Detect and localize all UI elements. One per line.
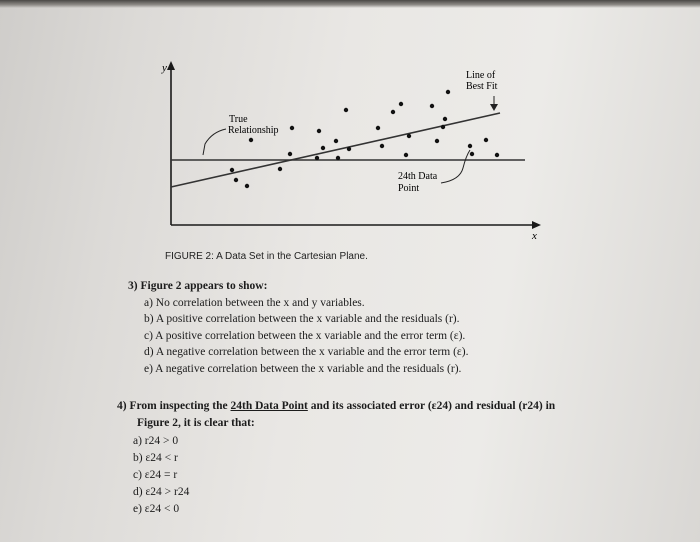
data-point xyxy=(376,126,380,130)
option-c[interactable]: c) ε24 = r xyxy=(133,469,178,481)
question-4-prompt-line2: Figure 2, it is clear that: xyxy=(137,416,255,429)
data-point xyxy=(404,153,408,157)
x-axis-label: x xyxy=(532,230,537,242)
true-relationship-label-line2: Relationship xyxy=(228,125,279,136)
question-4-text-1: From inspecting the xyxy=(129,400,231,412)
question-3 xyxy=(128,278,468,377)
data-point xyxy=(446,90,450,94)
data-point xyxy=(249,138,253,142)
question-4-text-2: and its associated error (ε24) and residual (r24) in xyxy=(307,400,556,412)
question-3-number: 3) xyxy=(128,280,138,292)
data-point-label-line2: Point xyxy=(398,183,420,194)
data-point xyxy=(344,108,348,112)
y-axis-label: y xyxy=(162,62,167,74)
data-point xyxy=(315,156,319,160)
line-of-best-fit xyxy=(171,113,500,187)
option-b[interactable]: b) ε24 < r xyxy=(133,452,178,464)
option-a[interactable]: a) No correlation between the x and y variables. xyxy=(144,296,365,309)
best-fit-arrow-head xyxy=(490,104,498,111)
option-e[interactable]: e) ε24 < 0 xyxy=(133,503,180,515)
cartesian-figure xyxy=(0,0,700,260)
data-point-label-line1: 24th Data xyxy=(398,171,438,182)
data-point xyxy=(288,152,292,156)
question-4-underlined: 24th Data Point xyxy=(230,400,308,412)
line-of-best-fit-label-line1: Line of xyxy=(466,70,496,81)
data-points xyxy=(230,90,499,188)
option-c[interactable]: c) A positive correlation between the x variable and the error term (ε). xyxy=(144,329,466,342)
data-point xyxy=(470,152,474,156)
question-4-options xyxy=(133,433,617,518)
question-3-text: Figure 2 appears to show: xyxy=(140,280,268,292)
option-a[interactable]: a) r24 > 0 xyxy=(133,435,179,447)
data-point-pointer xyxy=(441,150,470,183)
question-3-prompt xyxy=(128,278,468,295)
data-point xyxy=(443,117,447,121)
question-4-number: 4) xyxy=(117,400,127,412)
data-point xyxy=(334,139,338,143)
data-point xyxy=(435,139,439,143)
data-point xyxy=(407,134,411,138)
data-point xyxy=(399,102,403,106)
data-point xyxy=(278,167,282,171)
question-3-options xyxy=(144,295,468,378)
figure-caption: FIGURE 2: A Data Set in the Cartesian Plane. xyxy=(165,251,368,262)
data-point xyxy=(234,178,238,182)
data-point xyxy=(290,126,294,130)
data-point xyxy=(347,147,351,151)
data-point xyxy=(230,168,234,172)
data-point xyxy=(468,144,472,148)
true-relationship-pointer xyxy=(203,129,226,155)
data-point xyxy=(321,146,325,150)
data-point xyxy=(380,144,384,148)
line-of-best-fit-label-line2: Best Fit xyxy=(466,81,498,92)
data-point xyxy=(317,129,321,133)
option-d[interactable]: d) A negative correlation between the x variable and the error term (ε). xyxy=(144,346,469,358)
data-point xyxy=(441,125,445,129)
option-b[interactable]: b) A positive correlation between the x variable and the residuals (r). xyxy=(144,313,460,325)
data-point xyxy=(245,184,249,188)
x-axis-arrow xyxy=(532,221,541,229)
option-e[interactable]: e) A negative correlation between the x variable and the residuals (r). xyxy=(144,362,462,375)
true-relationship-label-line1: True xyxy=(229,114,248,125)
data-point xyxy=(336,156,340,160)
question-4-prompt xyxy=(117,398,617,415)
data-point xyxy=(484,138,488,142)
y-axis-arrow xyxy=(167,61,175,70)
data-point xyxy=(430,104,434,108)
data-point xyxy=(391,110,395,114)
data-point xyxy=(495,153,499,157)
option-d[interactable]: d) ε24 > r24 xyxy=(133,486,190,498)
question-4 xyxy=(117,398,617,518)
